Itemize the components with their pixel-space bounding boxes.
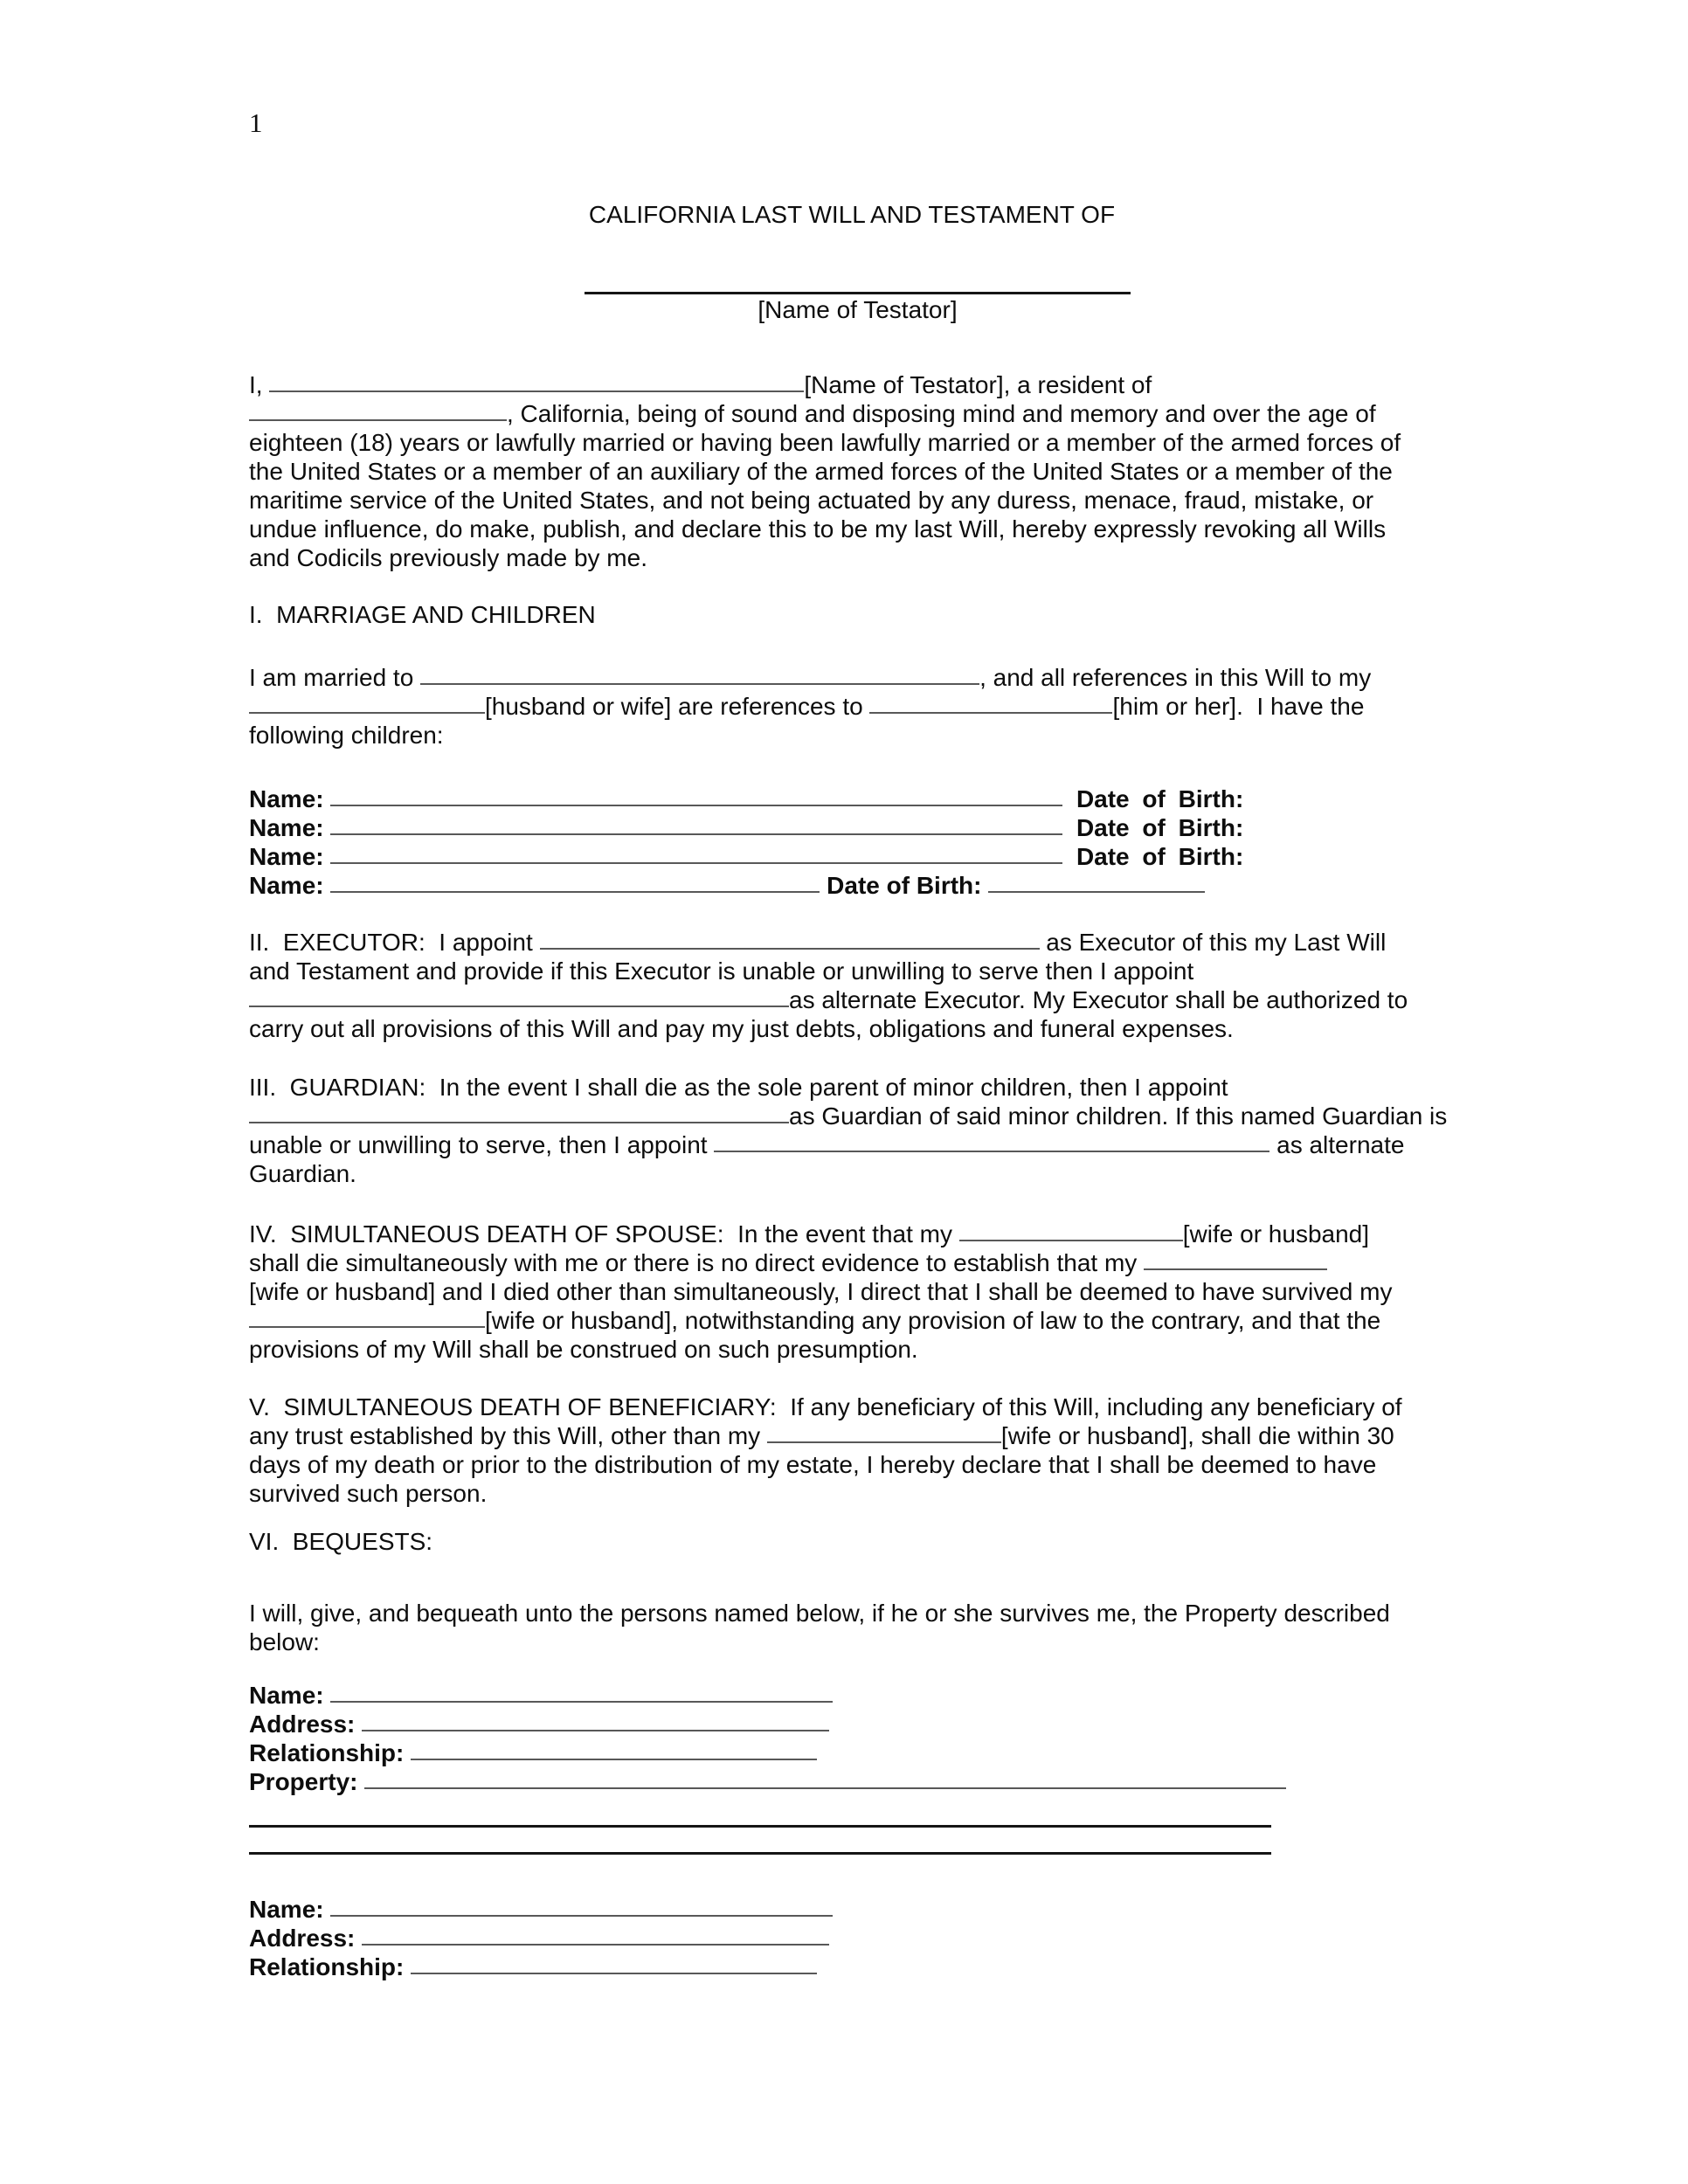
field-label: Name: [249, 1896, 331, 1923]
blank-beneficiary-1-address[interactable] [362, 1729, 829, 1731]
testator-name-caption: [Name of Testator] [758, 296, 958, 323]
blank-beneficiary-2-relationship[interactable] [411, 1972, 817, 1974]
text-line [249, 1014, 1455, 1043]
section-bequests-heading [249, 1527, 1455, 1556]
text-segment: I will, give, and bequeath unto the persons named below, if he or she survives me, the Property described [249, 1600, 1390, 1627]
text-line [249, 1393, 1455, 1421]
text-segment [1062, 785, 1076, 812]
guardian-paragraph [249, 1073, 1455, 1188]
marriage-paragraph [249, 663, 1455, 750]
text-line [249, 1102, 1455, 1130]
field-label: Name: [249, 843, 331, 870]
text-line [249, 486, 1455, 515]
field-label: Date of Birth: [1076, 785, 1244, 812]
field-label: Name: [249, 1682, 331, 1709]
text-segment [1062, 814, 1076, 841]
text-segment: [husband or wife] are references to [485, 693, 870, 720]
text-segment: the United States or a member of an auxiliary of the armed forces of the United States or a member of the [249, 458, 1393, 485]
text-line [249, 1073, 1455, 1102]
text-segment: [wife or husband], shall die within 30 [1000, 1422, 1394, 1449]
text-segment: [him or her]. I have the [1112, 693, 1365, 720]
text-line [249, 1450, 1455, 1479]
text-segment: maritime service of the United States, and not being actuated by any duress, menace, fraud, mistake, or [249, 487, 1374, 514]
text-line [249, 842, 1455, 871]
text-line [249, 1924, 1455, 1952]
text-segment: [Name of Testator], a resident of [804, 371, 1152, 398]
text-segment: II. EXECUTOR: I appoint [249, 929, 540, 956]
field-label: Date of Birth: [827, 872, 989, 899]
text-line [249, 1306, 1455, 1335]
simultaneous-death-of-spouse-paragraph [249, 1220, 1455, 1364]
text-line [249, 663, 1455, 692]
text-segment: as alternate Executor. My Executor shall be authorized to [789, 986, 1408, 1013]
text-segment: and Codicils previously made by me. [249, 544, 647, 571]
blank-husband-or-wife[interactable] [249, 711, 485, 714]
text-segment: below: [249, 1628, 320, 1655]
blank-child-1-name[interactable] [330, 804, 1062, 806]
text-line [249, 928, 1455, 957]
text-line [249, 784, 1455, 813]
text-segment: V. SIMULTANEOUS DEATH OF BENEFICIARY: If any beneficiary of this Will, including any beneficiary of [249, 1393, 1402, 1420]
text-line [249, 692, 1455, 721]
blank-beneficiary-spouse-ref[interactable] [767, 1441, 1001, 1443]
blank-him-or-her[interactable] [869, 711, 1112, 714]
text-line [249, 1599, 1455, 1628]
text-line [249, 1738, 1455, 1767]
text-line [249, 957, 1455, 985]
field-label: Relationship: [249, 1953, 412, 1980]
field-label: Name: [249, 785, 331, 812]
bequests-intro-paragraph [249, 1599, 1455, 1656]
text-line [249, 1681, 1455, 1710]
text-line [249, 1952, 1455, 1981]
text-segment: as Guardian of said minor children. If this named Guardian is [789, 1102, 1448, 1130]
text-line [249, 1527, 1455, 1556]
blank-testator-name[interactable] [269, 390, 804, 392]
text-line [249, 1335, 1455, 1364]
field-label: Address: [249, 1711, 363, 1738]
field-label: Address: [249, 1925, 363, 1952]
text-line [249, 1767, 1455, 1796]
text-segment: shall die simultaneously with me or there is no direct evidence to establish that my [249, 1249, 1145, 1276]
text-line [249, 1710, 1455, 1738]
text-line [249, 399, 1455, 428]
text-line [249, 813, 1455, 842]
blank-spouse-ref-2[interactable] [1144, 1268, 1327, 1270]
text-line [249, 1130, 1455, 1159]
text-segment: as alternate [1269, 1131, 1405, 1158]
text-line [249, 871, 1455, 900]
blank-beneficiary-1-property[interactable] [364, 1787, 1286, 1789]
blank-alternate-guardian-name[interactable] [714, 1150, 1269, 1152]
blank-beneficiary-1-name[interactable] [330, 1700, 833, 1703]
text-segment [820, 872, 827, 899]
text-segment: [wife or husband] and I died other than simultaneously, I direct that I shall be deemed to have survived my [249, 1278, 1393, 1305]
blank-alternate-executor-name[interactable] [249, 1005, 789, 1007]
blank-residence-county[interactable] [249, 418, 507, 421]
text-line [249, 1220, 1455, 1248]
text-segment: I, [249, 371, 270, 398]
blank-child-4-dob[interactable] [988, 890, 1205, 893]
blank-child-4-name[interactable] [330, 890, 820, 893]
text-segment: III. GUARDIAN: In the event I shall die as the sole parent of minor children, then I appoint [249, 1074, 1228, 1101]
blank-spouse-name[interactable] [420, 682, 979, 685]
text-line [249, 985, 1455, 1014]
text-segment: survived such person. [249, 1480, 488, 1507]
text-line [249, 1159, 1455, 1188]
blank-executor-name[interactable] [540, 947, 1040, 950]
blank-spouse-ref-1[interactable] [959, 1239, 1183, 1241]
simultaneous-death-of-beneficiary-paragraph [249, 1393, 1455, 1508]
text-segment: undue influence, do make, publish, and declare this to be my last Will, hereby expressly revoking all Wills [249, 515, 1387, 543]
text-segment: [wife or husband], notwithstanding any provision of law to the contrary, and that the [485, 1307, 1381, 1334]
text-segment: VI. BEQUESTS: [249, 1528, 433, 1555]
field-label: Name: [249, 872, 331, 899]
field-label: Relationship: [249, 1739, 412, 1766]
text-segment: days of my death or prior to the distribution of my estate, I hereby declare that I shall be deemed to have [249, 1451, 1377, 1478]
text-segment: [wife or husband] [1182, 1220, 1370, 1248]
text-segment [1062, 843, 1076, 870]
blank-guardian-name[interactable] [249, 1121, 789, 1123]
text-line [249, 721, 1455, 750]
text-line [249, 1277, 1455, 1306]
blank-beneficiary-2-name[interactable] [330, 1914, 833, 1917]
text-segment: unable or unwilling to serve, then I appoint [249, 1131, 715, 1158]
testator-name-line[interactable] [585, 263, 1131, 294]
text-segment: carry out all provisions of this Will and pay my just debts, obligations and funeral expenses. [249, 1015, 1234, 1042]
text-segment: following children: [249, 722, 444, 749]
text-segment: , and all references in this Will to my [979, 664, 1372, 691]
text-line [249, 515, 1455, 543]
text-line [249, 457, 1455, 486]
blank-beneficiary-2-address[interactable] [362, 1943, 829, 1946]
text-line [249, 1421, 1455, 1450]
text-segment: any trust established by this Will, other than my [249, 1422, 767, 1449]
opening-paragraph [249, 370, 1455, 572]
text-line [249, 1628, 1455, 1656]
document-title: CALIFORNIA LAST WILL AND TESTAMENT OF [588, 201, 1116, 228]
text-segment: eighteen (18) years or lawfully married or having been lawfully married or a member of the armed forces of [249, 429, 1401, 456]
property-continuation-line-1[interactable] [249, 1825, 1271, 1828]
text-segment: and Testament and provide if this Executor is unable or unwilling to serve then I appoint [249, 957, 1194, 985]
text-line [249, 370, 1455, 399]
blank-beneficiary-1-relationship[interactable] [411, 1758, 817, 1760]
beneficiary-1-fields [249, 1681, 1455, 1796]
executor-paragraph [249, 928, 1455, 1043]
beneficiary-2-fields [249, 1895, 1455, 1981]
text-line [249, 600, 1455, 629]
text-segment: Guardian. [249, 1160, 356, 1187]
page-number: 1 [249, 107, 263, 138]
text-line [249, 1248, 1455, 1277]
blank-spouse-ref-3[interactable] [249, 1325, 485, 1328]
blank-child-2-name[interactable] [330, 833, 1062, 835]
text-line [249, 1895, 1455, 1924]
field-label: Date of Birth: [1076, 843, 1244, 870]
text-line [249, 543, 1455, 572]
blank-child-3-name[interactable] [330, 861, 1062, 864]
field-label: Property: [249, 1768, 365, 1795]
text-segment: I. MARRIAGE AND CHILDREN [249, 601, 596, 628]
text-segment: IV. SIMULTANEOUS DEATH OF SPOUSE: In the event that my [249, 1220, 959, 1248]
text-segment: , California, being of sound and disposing mind and memory and over the age of [507, 400, 1376, 427]
property-continuation-line-2[interactable] [249, 1852, 1271, 1855]
text-line [249, 428, 1455, 457]
text-segment: I am married to [249, 664, 421, 691]
text-segment: provisions of my Will shall be construed on such presumption. [249, 1336, 918, 1363]
field-label: Date of Birth: [1076, 814, 1244, 841]
text-segment: as Executor of this my Last Will [1039, 929, 1387, 956]
text-line [249, 1479, 1455, 1508]
field-label: Name: [249, 814, 331, 841]
children-list [249, 784, 1455, 900]
section-marriage-heading [249, 600, 1455, 629]
